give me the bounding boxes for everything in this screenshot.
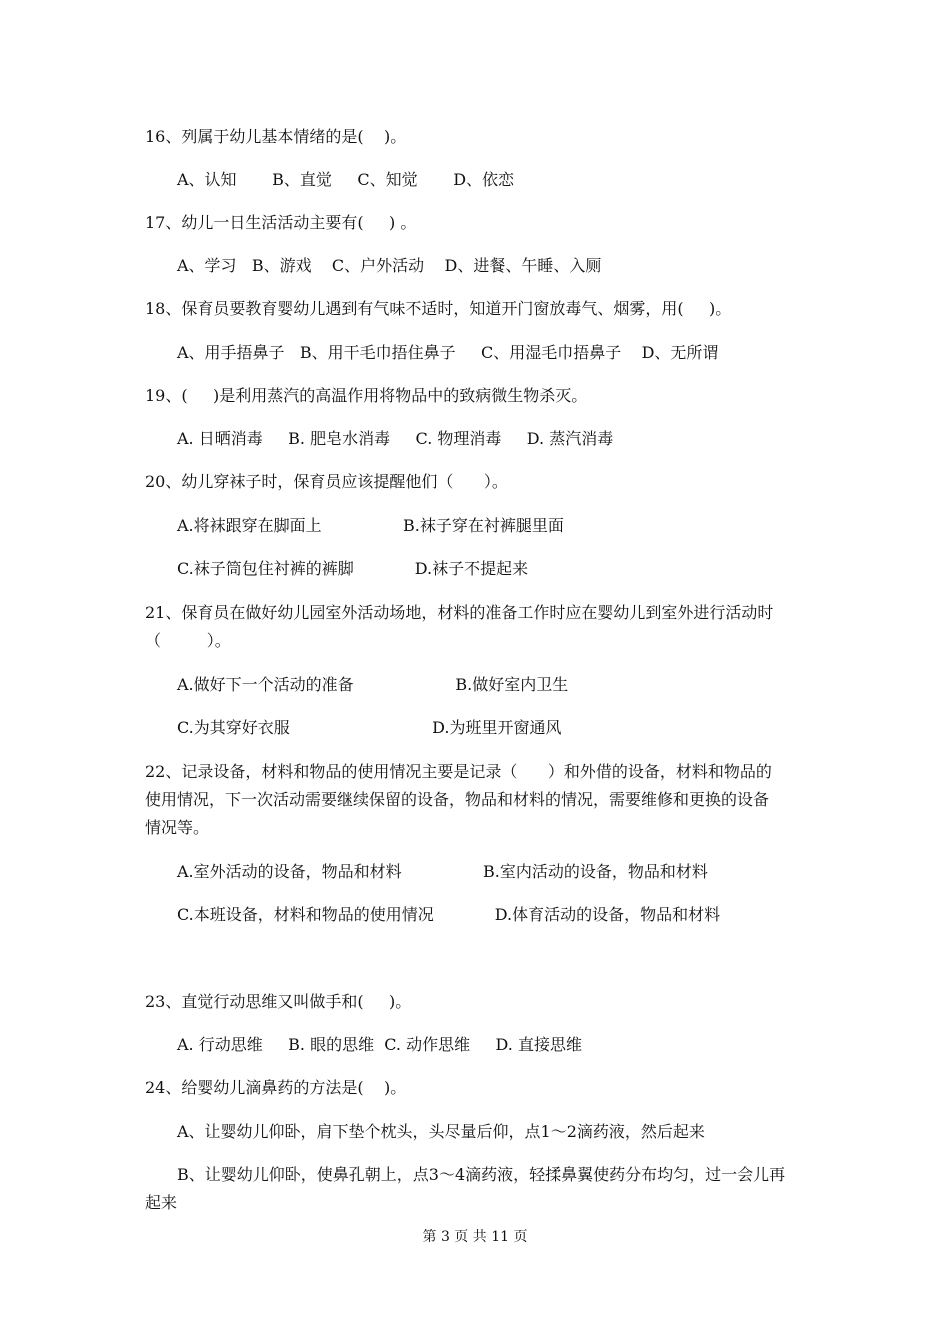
question-23-stem: 23、直觉行动思维又叫做手和( )。 xyxy=(145,992,412,1011)
question-24-stem: 24、给婴幼儿滴鼻药的方法是( )。 xyxy=(145,1078,407,1097)
question-20-options-row-1: A.将袜跟穿在脚面上 B.袜子穿在衬裤腿里面 xyxy=(177,516,564,535)
question-20-options-row-2: C.袜子筒包住衬裤的裤脚 D.袜子不提起来 xyxy=(177,559,529,578)
question-21-stem-line-2: （ ）。 xyxy=(145,631,231,650)
question-21-stem-line-1: 21、保育员在做好幼儿园室外活动场地，材料的准备工作时应在婴幼儿到室外进行活动时 xyxy=(145,603,774,622)
question-22-stem-line-2: 使用情况，下一次活动需要继续保留的设备，物品和材料的情况，需要维修和更换的设备 xyxy=(145,790,770,809)
question-22-options-row-2: C.本班设备，材料和物品的使用情况 D.体育活动的设备，物品和材料 xyxy=(177,905,721,924)
question-21-options-row-2: C.为其穿好衣服 D.为班里开窗通风 xyxy=(177,718,562,737)
question-23-options: A. 行动思维 B. 眼的思维 C. 动作思维 D. 直接思维 xyxy=(177,1035,582,1054)
question-18-stem: 18、保育员要教育婴幼儿遇到有气味不适时，知道开门窗放毒气、烟雾，用( )。 xyxy=(145,299,732,318)
page-footer: 第 3 页 共 11 页 xyxy=(422,1229,528,1245)
question-21-options-row-1: A.做好下一个活动的准备 B.做好室内卫生 xyxy=(177,675,569,694)
question-17-options: A、学习 B、游戏 C、户外活动 D、进餐、午睡、入厕 xyxy=(177,256,602,275)
question-20-stem: 20、幼儿穿袜子时，保育员应该提醒他们（ ）。 xyxy=(145,472,508,491)
question-24-option-b-line-1: B、让婴幼儿仰卧，使鼻孔朝上，点3～4滴药液，轻揉鼻翼使药分布均匀，过一会儿再 xyxy=(177,1165,786,1184)
question-19-options: A. 日晒消毒 B. 肥皂水消毒 C. 物理消毒 D. 蒸汽消毒 xyxy=(177,429,614,448)
question-22-options-row-1: A.室外活动的设备，物品和材料 B.室内活动的设备，物品和材料 xyxy=(177,862,708,881)
question-24-option-a: A、让婴幼儿仰卧，肩下垫个枕头，头尽量后仰，点1～2滴药液，然后起来 xyxy=(177,1122,705,1141)
question-24-option-b-line-2: 起来 xyxy=(145,1193,178,1212)
question-22-stem-line-1: 22、记录设备，材料和物品的使用情况主要是记录（ ）和外借的设备，材料和物品的 xyxy=(145,762,772,781)
question-16-options: A、认知 B、直觉 C、知觉 D、依恋 xyxy=(177,170,515,189)
question-17-stem: 17、幼儿一日生活活动主要有( ) 。 xyxy=(145,213,417,232)
question-19-stem: 19、( )是利用蒸汽的高温作用将物品中的致病微生物杀灭。 xyxy=(145,386,588,405)
question-18-options: A、用手捂鼻子 B、用干毛巾捂住鼻子 C、用湿毛巾捂鼻子 D、无所谓 xyxy=(177,343,719,362)
question-22-stem-line-3: 情况等。 xyxy=(145,818,210,837)
question-16-stem: 16、列属于幼儿基本情绪的是( )。 xyxy=(145,127,407,146)
